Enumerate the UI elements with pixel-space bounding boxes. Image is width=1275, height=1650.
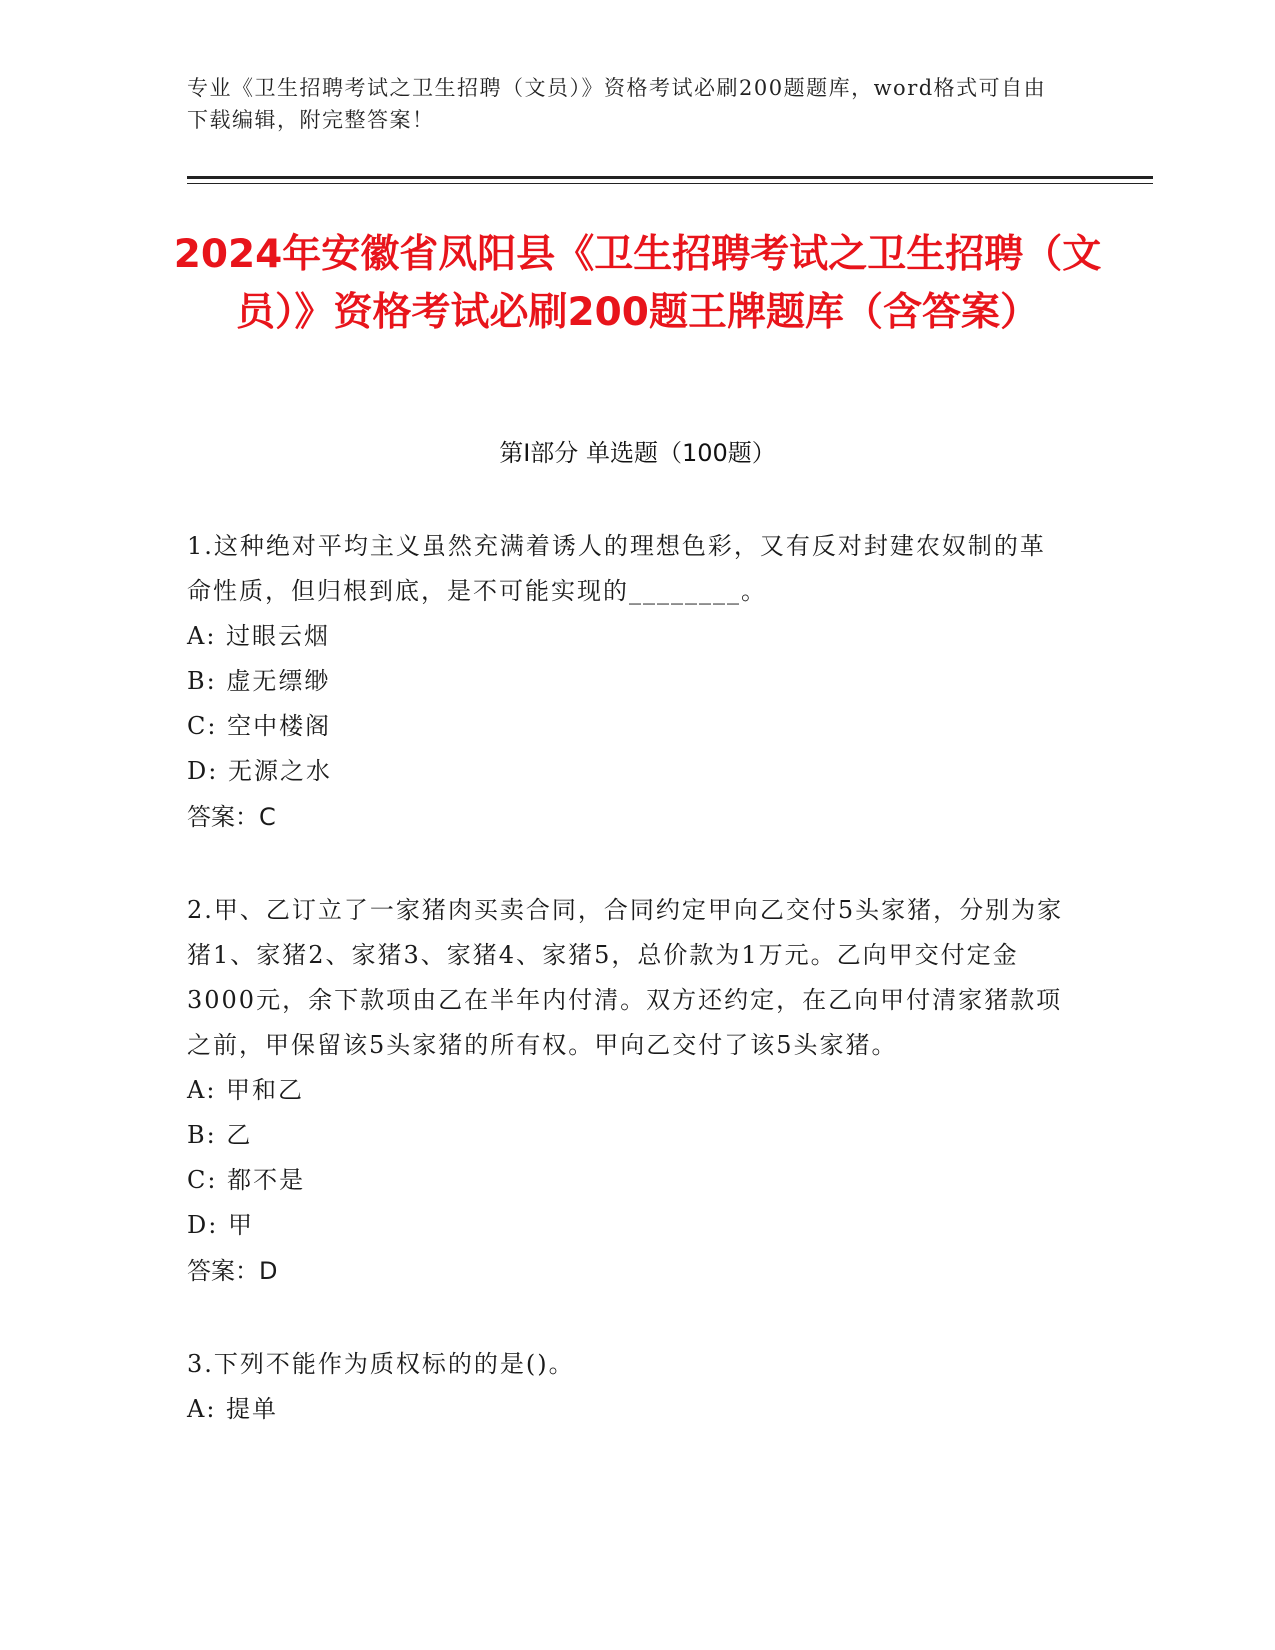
option-a: A: 甲和乙 <box>187 1076 305 1104</box>
question-stem: 1.这种绝对平均主义虽然充满着诱人的理想色彩，又有反对封建农奴制的革命性质，但归根到底，是不可能实现的________。 <box>187 532 1046 605</box>
option-b: B: 虚无缥缈 <box>187 667 331 695</box>
question-1 <box>187 524 1067 840</box>
header-note: 专业《卫生招聘考试之卫生招聘（文员）》资格考试必刷200题题库，word格式可自由下载编辑，附完整答案！ <box>187 76 1047 132</box>
option-b: B: 乙 <box>187 1121 253 1149</box>
question-2 <box>187 888 1067 1294</box>
question-stem: 2.甲、乙订立了一家猪肉买卖合同，合同约定甲向乙交付5头家猪，分别为家猪1、家猪2、家猪3、家猪4、家猪5，总价款为1万元。乙向甲交付定金3000元，余下款项由乙在半年内付清。双方还约定，在乙向甲付清家猪款项之前，甲保留该5头家猪的所有权。甲向乙交付了该5头家猪。 <box>187 896 1064 1059</box>
option-c: C: 空中楼阁 <box>187 712 332 740</box>
answer-line: 答案：D <box>187 1257 278 1285</box>
question-list <box>187 524 1067 1480</box>
option-a: A: 过眼云烟 <box>187 622 331 650</box>
question-stem: 3.下列不能作为质权标的的是()。 <box>187 1350 575 1378</box>
header-rule-thin <box>187 183 1153 184</box>
header-rule-thick <box>187 176 1153 179</box>
option-a: A: 提单 <box>187 1395 279 1423</box>
section-title: 第I部分 单选题（100题） <box>499 439 776 467</box>
question-3 <box>187 1342 1067 1432</box>
option-c: C: 都不是 <box>187 1166 306 1194</box>
document-title: 2024年安徽省凤阳县《卫生招聘考试之卫生招聘（文员）》资格考试必刷200题王牌题库（含答案） <box>173 232 1102 335</box>
option-d: D: 甲 <box>187 1211 254 1239</box>
answer-line: 答案：C <box>187 803 276 831</box>
option-d: D: 无源之水 <box>187 757 332 785</box>
